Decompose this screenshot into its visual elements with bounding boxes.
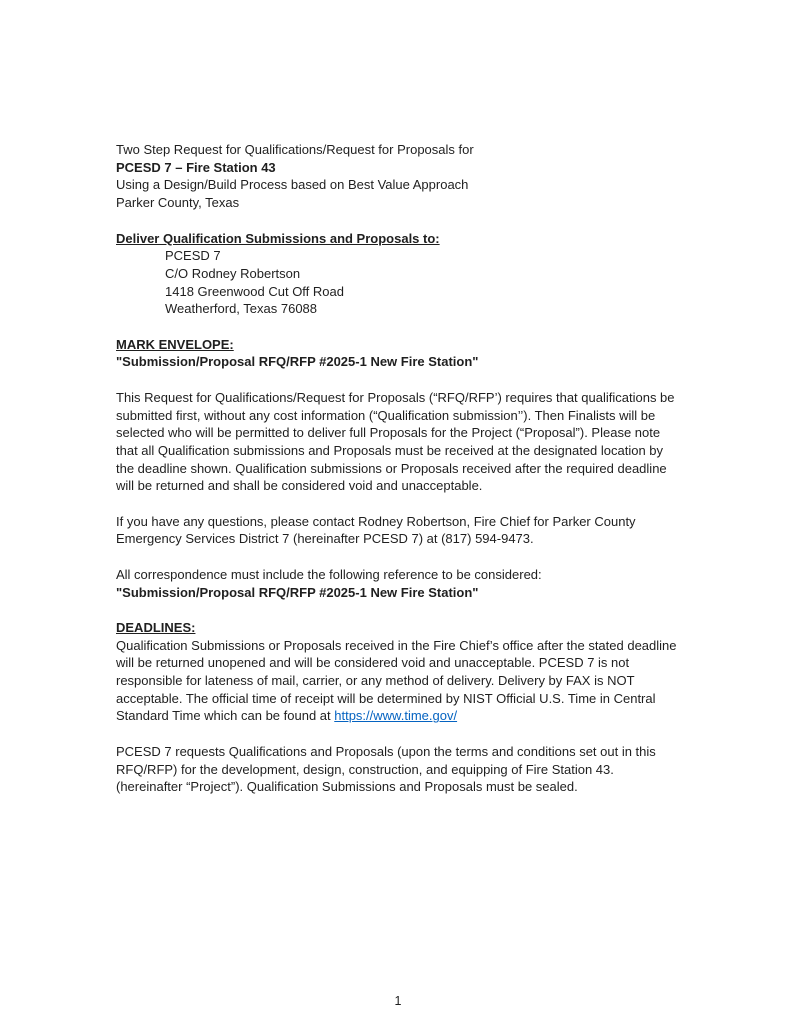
- deadlines-body-text: Qualification Submissions or Proposals received in the Fire Chief’s office after the stated deadline will be returned unopened and will be considered void and unacceptable. PCESD 7 is not responsible for lateness of mail, carrier, or any method of delivery. Delivery by FAX is NOT acceptable. The official time of receipt will be determined by NIST Official U.S. Time in Central Standard Time which can be found at: [116, 637, 677, 724]
- correspondence-intro: All correspondence must include the following reference to be considered:: [116, 566, 542, 582]
- delivery-line-org: PCESD 7: [165, 248, 221, 264]
- deadlines-heading: DEADLINES:: [116, 619, 196, 635]
- title-line-4: Parker County, Texas: [116, 195, 240, 211]
- closing-paragraph: PCESD 7 requests Qualifications and Proposals (upon the terms and conditions set out in this RFQ/RFP) for the development, design, construction, and equipping of Fire Station 43. (hereinafter “Project”). Qualification Submissions and Proposals must be sealed.: [116, 743, 656, 795]
- correspondence-reference: "Submission/Proposal RFQ/RFP #2025-1 New Fire Station": [116, 584, 479, 600]
- title-project-name: PCESD 7 – Fire Station 43: [116, 159, 276, 175]
- title-line-1: Two Step Request for Qualifications/Request for Proposals for: [116, 142, 474, 157]
- intro-paragraph: This Request for Qualifications/Request for Proposals (“RFQ/RFP’) requires that qualifications be submitted first, without any cost information (“Qualification submission’’). Then Finalists will be selected who will be permitted to deliver full Proposals for the Project (“Proposal”). Please note that all Qualification submissions and Proposals must be received at the designated location by the deadline shown. Qualification submissions or Proposals received after the required deadline will be returned and shall be considered void and unacceptable.: [116, 389, 675, 494]
- delivery-line-contact: C/O Rodney Robertson: [165, 265, 301, 281]
- time-gov-link[interactable]: https://www.time.gov/: [334, 708, 458, 724]
- mark-envelope-block: [116, 336, 682, 371]
- questions-paragraph: If you have any questions, please contact Rodney Robertson, Fire Chief for Parker County Emergency Services District 7 (hereinafter PCESD 7) at (817) 594-9473.: [116, 513, 636, 547]
- title-line-3: Using a Design/Build Process based on Best Value Approach: [116, 177, 469, 193]
- deadlines-block: [116, 619, 682, 725]
- deadlines-paragraph: [116, 637, 682, 726]
- mark-envelope-reference: "Submission/Proposal RFQ/RFP #2025-1 New Fire Station": [116, 354, 479, 370]
- correspondence-block: [116, 566, 682, 601]
- document-content: [116, 141, 682, 814]
- delivery-line-street: 1418 Greenwood Cut Off Road: [165, 283, 344, 299]
- title-block: [116, 141, 682, 212]
- delivery-address-block: [116, 230, 682, 319]
- page-number: 1: [394, 994, 402, 1008]
- mark-envelope-heading: MARK ENVELOPE:: [116, 336, 234, 352]
- delivery-line-city: Weatherford, Texas 76088: [165, 301, 318, 317]
- delivery-heading: Deliver Qualification Submissions and Proposals to:: [116, 230, 440, 246]
